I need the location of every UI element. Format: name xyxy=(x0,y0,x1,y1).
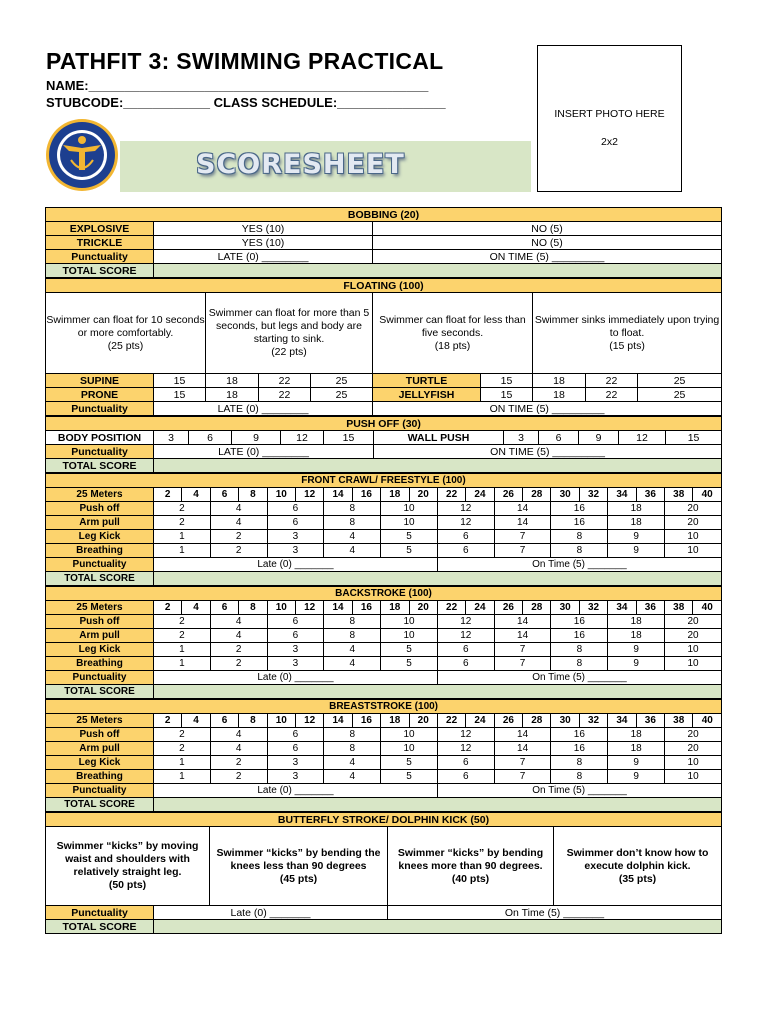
section-title: BACKSTROKE (100) xyxy=(46,587,722,601)
total-score-field[interactable] xyxy=(154,459,722,473)
score-option[interactable]: 7 xyxy=(494,544,551,558)
total-score-label: TOTAL SCORE xyxy=(46,459,154,473)
score-option[interactable]: 4 xyxy=(210,728,267,742)
score-option[interactable]: 10 xyxy=(665,756,722,770)
late-option[interactable]: Late (0) _______ xyxy=(154,558,438,572)
stroke-table xyxy=(45,699,722,812)
score-option[interactable]: 8 xyxy=(324,615,381,629)
score-option[interactable]: 3 xyxy=(267,544,324,558)
score-option[interactable]: 8 xyxy=(324,516,381,530)
row-label: Push off xyxy=(46,502,154,516)
score-option[interactable]: 9 xyxy=(579,431,619,445)
score-option[interactable]: 8 xyxy=(324,502,381,516)
row-label: TRICKLE xyxy=(46,236,154,250)
total-score-field[interactable] xyxy=(154,264,722,278)
meter-cell[interactable]: 38 xyxy=(665,488,693,502)
score-option[interactable]: 12 xyxy=(437,502,494,516)
score-option[interactable]: 14 xyxy=(494,502,551,516)
meter-cell[interactable]: 28 xyxy=(523,714,551,728)
meter-cell[interactable]: 20 xyxy=(409,488,437,502)
score-option[interactable]: 6 xyxy=(267,742,324,756)
score-option[interactable]: 18 xyxy=(608,629,665,643)
late-option[interactable]: LATE (0) ________ xyxy=(154,445,374,459)
punctuality-label: Punctuality xyxy=(46,906,154,920)
meter-cell[interactable]: 40 xyxy=(693,488,721,502)
meter-cell[interactable]: 14 xyxy=(324,714,352,728)
total-score-label: TOTAL SCORE xyxy=(46,572,154,586)
meter-cell[interactable]: 30 xyxy=(551,601,579,615)
stubcode-line: STUBCODE:____________ CLASS SCHEDULE:_______________ xyxy=(46,95,446,110)
meter-cell[interactable]: 6 xyxy=(210,488,238,502)
on-time-option[interactable]: ON TIME (5) _________ xyxy=(373,402,722,416)
late-option[interactable]: Late (0) _______ xyxy=(154,906,388,920)
score-option[interactable]: 16 xyxy=(551,629,608,643)
meter-cell[interactable]: 28 xyxy=(523,488,551,502)
row-label: TURTLE xyxy=(373,374,481,388)
total-score-label: TOTAL SCORE xyxy=(46,685,154,699)
score-option[interactable]: 12 xyxy=(281,431,324,445)
score-option[interactable]: 8 xyxy=(551,643,608,657)
meter-cell[interactable]: 8 xyxy=(239,488,267,502)
score-option[interactable]: 10 xyxy=(381,502,438,516)
meter-cell[interactable]: 20 xyxy=(409,714,437,728)
row-label: Arm pull xyxy=(46,629,154,643)
page-title: PATHFIT 3: SWIMMING PRACTICAL xyxy=(46,48,444,74)
total-score-field[interactable] xyxy=(154,572,722,586)
section-title: BOBBING (20) xyxy=(46,208,722,222)
score-option[interactable]: 9 xyxy=(608,544,665,558)
score-option[interactable]: 2 xyxy=(154,742,211,756)
score-option[interactable]: 6 xyxy=(267,615,324,629)
score-option[interactable]: 14 xyxy=(494,728,551,742)
meter-cell[interactable]: 14 xyxy=(324,488,352,502)
score-option[interactable]: 16 xyxy=(551,615,608,629)
score-option[interactable]: 18 xyxy=(206,374,259,388)
score-option[interactable]: 16 xyxy=(551,742,608,756)
score-option[interactable]: 12 xyxy=(437,615,494,629)
score-option[interactable]: 16 xyxy=(551,502,608,516)
score-option[interactable]: 2 xyxy=(210,544,267,558)
score-option[interactable]: 18 xyxy=(608,516,665,530)
score-option[interactable]: 4 xyxy=(210,615,267,629)
on-time-option[interactable]: ON TIME (5) _________ xyxy=(373,250,722,264)
score-option[interactable]: 20 xyxy=(665,728,722,742)
meter-cell[interactable]: 18 xyxy=(381,714,409,728)
meter-cell[interactable]: 16 xyxy=(352,601,380,615)
score-option[interactable]: 20 xyxy=(665,629,722,643)
score-option[interactable]: 7 xyxy=(494,657,551,671)
meter-cell[interactable]: 6 xyxy=(210,601,238,615)
score-option[interactable]: 2 xyxy=(210,756,267,770)
meter-cell[interactable]: 4 xyxy=(182,488,210,502)
row-label: Arm pull xyxy=(46,516,154,530)
score-option[interactable]: 1 xyxy=(154,530,211,544)
score-option[interactable]: 18 xyxy=(608,615,665,629)
score-option[interactable]: 2 xyxy=(210,770,267,784)
score-option[interactable]: 1 xyxy=(154,770,211,784)
photo-label: INSERT PHOTO HERE xyxy=(554,108,665,120)
total-score-field[interactable] xyxy=(154,685,722,699)
score-option[interactable]: 8 xyxy=(551,544,608,558)
yes-option[interactable]: YES (10) xyxy=(154,236,373,250)
score-option[interactable]: 5 xyxy=(381,770,438,784)
total-score-label: TOTAL SCORE xyxy=(46,798,154,812)
score-option[interactable]: 3 xyxy=(267,770,324,784)
score-option[interactable]: 1 xyxy=(154,756,211,770)
late-option[interactable]: LATE (0) ________ xyxy=(154,402,373,416)
meter-cell[interactable]: 32 xyxy=(579,601,607,615)
meter-cell[interactable]: 26 xyxy=(494,601,522,615)
department-seal-logo xyxy=(45,118,119,192)
meter-cell[interactable]: 22 xyxy=(437,488,465,502)
score-option[interactable]: 10 xyxy=(665,657,722,671)
stroke-table xyxy=(45,586,722,699)
score-option[interactable]: 10 xyxy=(381,615,438,629)
score-option[interactable]: 4 xyxy=(324,657,381,671)
score-option[interactable]: 10 xyxy=(381,516,438,530)
score-option[interactable]: 18 xyxy=(608,742,665,756)
score-option[interactable]: 3 xyxy=(267,530,324,544)
meter-cell[interactable]: 34 xyxy=(608,714,636,728)
meter-cell[interactable]: 8 xyxy=(239,601,267,615)
score-option[interactable]: 25 xyxy=(638,374,722,388)
score-option[interactable]: 5 xyxy=(381,756,438,770)
no-option[interactable]: NO (5) xyxy=(373,236,722,250)
push-off-table xyxy=(45,416,722,473)
scoresheet xyxy=(45,207,721,934)
score-option[interactable]: 6 xyxy=(437,530,494,544)
row-label: PRONE xyxy=(46,388,154,402)
score-option[interactable]: 22 xyxy=(586,374,638,388)
score-option[interactable]: 5 xyxy=(381,530,438,544)
score-option[interactable]: 4 xyxy=(210,502,267,516)
score-option[interactable]: 6 xyxy=(437,544,494,558)
row-label: SUPINE xyxy=(46,374,154,388)
section-title: BREASTSTROKE (100) xyxy=(46,700,722,714)
score-option[interactable]: 6 xyxy=(437,657,494,671)
meter-cell[interactable]: 24 xyxy=(466,714,494,728)
score-option[interactable]: 2 xyxy=(210,530,267,544)
row-label: 25 Meters xyxy=(46,601,154,615)
criterion-cell: Swimmer “kicks” by moving waist and shoulders with relatively straight leg. (50 pts) xyxy=(46,827,210,906)
meter-cell[interactable]: 24 xyxy=(466,601,494,615)
score-option[interactable]: 9 xyxy=(608,770,665,784)
score-option[interactable]: 18 xyxy=(533,374,586,388)
meter-cell[interactable]: 34 xyxy=(608,601,636,615)
score-option[interactable]: 15 xyxy=(154,388,206,402)
on-time-option[interactable]: On Time (5) _______ xyxy=(437,784,721,798)
section-title: BUTTERFLY STROKE/ DOLPHIN KICK (50) xyxy=(46,813,722,827)
meter-cell[interactable]: 2 xyxy=(154,601,182,615)
row-label: Breathing xyxy=(46,657,154,671)
meter-cell[interactable]: 10 xyxy=(267,601,295,615)
score-option[interactable]: 15 xyxy=(154,374,206,388)
score-option[interactable]: 12 xyxy=(437,742,494,756)
score-option[interactable]: 22 xyxy=(586,388,638,402)
meter-cell[interactable]: 18 xyxy=(381,601,409,615)
meter-cell[interactable]: 34 xyxy=(608,488,636,502)
criterion-cell: Swimmer don’t know how to execute dolphin kick. (35 pts) xyxy=(554,827,722,906)
score-option[interactable]: 6 xyxy=(437,756,494,770)
score-option[interactable]: 4 xyxy=(324,756,381,770)
score-option[interactable]: 6 xyxy=(267,629,324,643)
row-label: Arm pull xyxy=(46,742,154,756)
row-label: 25 Meters xyxy=(46,714,154,728)
score-option[interactable]: 14 xyxy=(494,615,551,629)
section-title: FRONT CRAWL/ FREESTYLE (100) xyxy=(46,474,722,488)
row-label: Push off xyxy=(46,615,154,629)
meter-cell[interactable]: 28 xyxy=(523,601,551,615)
score-option[interactable]: 2 xyxy=(154,516,211,530)
meter-cell[interactable]: 22 xyxy=(437,601,465,615)
score-option[interactable]: 4 xyxy=(210,742,267,756)
meter-cell[interactable]: 14 xyxy=(324,601,352,615)
score-option[interactable]: 5 xyxy=(381,657,438,671)
name-line: NAME:_______________________________________________ xyxy=(46,78,429,93)
score-option[interactable]: 8 xyxy=(324,629,381,643)
score-option[interactable]: 18 xyxy=(533,388,586,402)
late-option[interactable]: LATE (0) ________ xyxy=(154,250,373,264)
score-option[interactable]: 16 xyxy=(551,728,608,742)
score-option[interactable]: 6 xyxy=(189,431,232,445)
criterion-cell: Swimmer sinks immediately upon trying to float. (15 pts) xyxy=(533,293,722,374)
meter-cell[interactable]: 26 xyxy=(494,488,522,502)
row-label: Breathing xyxy=(46,544,154,558)
meter-cell[interactable]: 22 xyxy=(437,714,465,728)
score-option[interactable]: 5 xyxy=(381,544,438,558)
total-score-label: TOTAL SCORE xyxy=(46,264,154,278)
score-option[interactable]: 3 xyxy=(154,431,189,445)
meter-cell[interactable]: 30 xyxy=(551,714,579,728)
score-option[interactable]: 8 xyxy=(551,756,608,770)
total-score-field[interactable] xyxy=(154,920,722,934)
score-option[interactable]: 25 xyxy=(311,388,373,402)
meter-cell[interactable]: 32 xyxy=(579,488,607,502)
score-option[interactable]: 18 xyxy=(608,502,665,516)
criterion-cell: Swimmer “kicks” by bending knees more than 90 degrees. (40 pts) xyxy=(388,827,554,906)
on-time-option[interactable]: On Time (5) _______ xyxy=(388,906,722,920)
meter-cell[interactable]: 4 xyxy=(182,714,210,728)
row-label: Leg Kick xyxy=(46,643,154,657)
row-label: JELLYFISH xyxy=(373,388,481,402)
score-option[interactable]: 4 xyxy=(210,629,267,643)
stroke-sections xyxy=(45,473,721,812)
punctuality-label: Punctuality xyxy=(46,558,154,572)
score-option[interactable]: 2 xyxy=(154,728,211,742)
score-option[interactable]: 15 xyxy=(481,374,533,388)
criterion-cell: Swimmer can float for more than 5 seconds, but legs and body are starting to sink. (22 pts) xyxy=(206,293,373,374)
score-option[interactable]: 20 xyxy=(665,516,722,530)
score-option[interactable]: 6 xyxy=(267,502,324,516)
score-option[interactable]: 5 xyxy=(381,643,438,657)
butterfly-table xyxy=(45,812,722,934)
score-option[interactable]: 14 xyxy=(494,516,551,530)
total-score-label: TOTAL SCORE xyxy=(46,920,154,934)
meter-cell[interactable]: 36 xyxy=(636,488,664,502)
banner-title: SCORESHEET xyxy=(196,149,405,180)
score-option[interactable]: 3 xyxy=(267,756,324,770)
score-option[interactable]: 4 xyxy=(324,643,381,657)
row-label: WALL PUSH xyxy=(374,431,504,445)
score-option[interactable]: 2 xyxy=(210,643,267,657)
score-option[interactable]: 12 xyxy=(437,728,494,742)
score-option[interactable]: 10 xyxy=(381,728,438,742)
bobbing-table xyxy=(45,207,722,278)
meter-cell[interactable]: 38 xyxy=(665,714,693,728)
score-option[interactable]: 10 xyxy=(665,544,722,558)
meter-cell[interactable]: 10 xyxy=(267,488,295,502)
score-option[interactable]: 2 xyxy=(154,502,211,516)
score-option[interactable]: 2 xyxy=(154,629,211,643)
meter-cell[interactable]: 16 xyxy=(352,714,380,728)
score-option[interactable]: 3 xyxy=(267,657,324,671)
score-option[interactable]: 12 xyxy=(619,431,666,445)
score-option[interactable]: 12 xyxy=(437,629,494,643)
score-option[interactable]: 1 xyxy=(154,643,211,657)
score-option[interactable]: 20 xyxy=(665,742,722,756)
meter-cell[interactable]: 40 xyxy=(693,714,722,728)
score-option[interactable]: 10 xyxy=(665,770,722,784)
punctuality-label: Punctuality xyxy=(46,784,154,798)
photo-box xyxy=(537,45,682,192)
stroke-table xyxy=(45,473,722,586)
score-option[interactable]: 3 xyxy=(504,431,539,445)
meter-cell[interactable]: 12 xyxy=(295,714,323,728)
score-option[interactable]: 3 xyxy=(267,643,324,657)
punctuality-label: Punctuality xyxy=(46,671,154,685)
score-option[interactable]: 20 xyxy=(665,615,722,629)
score-option[interactable]: 6 xyxy=(437,643,494,657)
late-option[interactable]: Late (0) _______ xyxy=(154,671,438,685)
meter-cell[interactable]: 2 xyxy=(154,714,182,728)
score-option[interactable]: 25 xyxy=(311,374,373,388)
meter-cell[interactable]: 4 xyxy=(182,601,210,615)
score-option[interactable]: 6 xyxy=(437,770,494,784)
row-label: EXPLOSIVE xyxy=(46,222,154,236)
score-option[interactable]: 7 xyxy=(494,643,551,657)
floating-table xyxy=(45,278,722,416)
no-option[interactable]: NO (5) xyxy=(373,222,722,236)
score-option[interactable]: 16 xyxy=(551,516,608,530)
score-option[interactable]: 15 xyxy=(666,431,722,445)
score-option[interactable]: 25 xyxy=(638,388,722,402)
meter-cell[interactable]: 12 xyxy=(295,488,323,502)
yes-option[interactable]: YES (10) xyxy=(154,222,373,236)
meter-cell[interactable]: 2 xyxy=(154,488,182,502)
on-time-option[interactable]: On Time (5) _______ xyxy=(437,558,721,572)
meter-cell[interactable]: 30 xyxy=(551,488,579,502)
meter-cell[interactable]: 24 xyxy=(466,488,494,502)
photo-size: 2x2 xyxy=(601,136,618,148)
score-option[interactable]: 12 xyxy=(437,516,494,530)
score-option[interactable]: 10 xyxy=(381,742,438,756)
on-time-option[interactable]: ON TIME (5) _________ xyxy=(374,445,722,459)
meter-cell[interactable]: 16 xyxy=(352,488,380,502)
score-option[interactable]: 22 xyxy=(259,388,311,402)
score-option[interactable]: 15 xyxy=(324,431,374,445)
punctuality-label: Punctuality xyxy=(46,250,154,264)
score-option[interactable]: 18 xyxy=(206,388,259,402)
meter-cell[interactable]: 12 xyxy=(295,601,323,615)
score-option[interactable]: 4 xyxy=(210,516,267,530)
meter-cell[interactable]: 8 xyxy=(239,714,267,728)
score-option[interactable]: 14 xyxy=(494,629,551,643)
row-label: Push off xyxy=(46,728,154,742)
meter-cell[interactable]: 36 xyxy=(636,601,664,615)
score-option[interactable]: 8 xyxy=(551,530,608,544)
score-option[interactable]: 10 xyxy=(665,530,722,544)
total-score-field[interactable] xyxy=(154,798,722,812)
section-title: PUSH OFF (30) xyxy=(46,417,722,431)
score-option[interactable]: 7 xyxy=(494,530,551,544)
score-option[interactable]: 4 xyxy=(324,770,381,784)
score-option[interactable]: 9 xyxy=(608,643,665,657)
row-label: Leg Kick xyxy=(46,530,154,544)
scoresheet-banner xyxy=(120,141,531,192)
meter-cell[interactable]: 32 xyxy=(579,714,607,728)
meter-cell[interactable]: 10 xyxy=(267,714,295,728)
meter-cell[interactable]: 18 xyxy=(381,488,409,502)
score-option[interactable]: 22 xyxy=(259,374,311,388)
criterion-cell: Swimmer “kicks” by bending the knees less than 90 degrees (45 pts) xyxy=(210,827,388,906)
row-label: Leg Kick xyxy=(46,756,154,770)
score-option[interactable]: 15 xyxy=(481,388,533,402)
score-option[interactable]: 9 xyxy=(608,657,665,671)
meter-cell[interactable]: 36 xyxy=(636,714,664,728)
score-option[interactable]: 8 xyxy=(551,657,608,671)
criterion-cell: Swimmer can float for 10 seconds or more comfortably. (25 pts) xyxy=(46,293,206,374)
section-title: FLOATING (100) xyxy=(46,279,722,293)
on-time-option[interactable]: On Time (5) _______ xyxy=(437,671,721,685)
score-option[interactable]: 4 xyxy=(324,544,381,558)
score-option[interactable]: 4 xyxy=(324,530,381,544)
meter-cell[interactable]: 40 xyxy=(693,601,722,615)
score-option[interactable]: 7 xyxy=(494,770,551,784)
score-option[interactable]: 9 xyxy=(232,431,281,445)
criterion-cell: Swimmer can float for less than five seconds. (18 pts) xyxy=(373,293,533,374)
score-option[interactable]: 1 xyxy=(154,657,211,671)
meter-cell[interactable]: 6 xyxy=(210,714,238,728)
score-option[interactable]: 14 xyxy=(494,742,551,756)
row-label: Breathing xyxy=(46,770,154,784)
row-label: 25 Meters xyxy=(46,488,154,502)
punctuality-label: Punctuality xyxy=(46,445,154,459)
score-option[interactable]: 1 xyxy=(154,544,211,558)
late-option[interactable]: Late (0) _______ xyxy=(154,784,438,798)
row-label: BODY POSITION xyxy=(46,431,154,445)
score-option[interactable]: 20 xyxy=(665,502,722,516)
score-option[interactable]: 9 xyxy=(608,756,665,770)
score-option[interactable]: 6 xyxy=(267,728,324,742)
meter-cell[interactable]: 26 xyxy=(494,714,522,728)
score-option[interactable]: 7 xyxy=(494,756,551,770)
score-option[interactable]: 2 xyxy=(210,657,267,671)
score-option[interactable]: 6 xyxy=(539,431,579,445)
score-option[interactable]: 10 xyxy=(381,629,438,643)
score-option[interactable]: 8 xyxy=(324,742,381,756)
score-option[interactable]: 10 xyxy=(665,643,722,657)
score-option[interactable]: 8 xyxy=(324,728,381,742)
score-option[interactable]: 9 xyxy=(608,530,665,544)
score-option[interactable]: 8 xyxy=(551,770,608,784)
meter-cell[interactable]: 38 xyxy=(665,601,693,615)
meter-cell[interactable]: 20 xyxy=(409,601,437,615)
score-option[interactable]: 6 xyxy=(267,516,324,530)
score-option[interactable]: 18 xyxy=(608,728,665,742)
score-option[interactable]: 2 xyxy=(154,615,211,629)
punctuality-label: Punctuality xyxy=(46,402,154,416)
